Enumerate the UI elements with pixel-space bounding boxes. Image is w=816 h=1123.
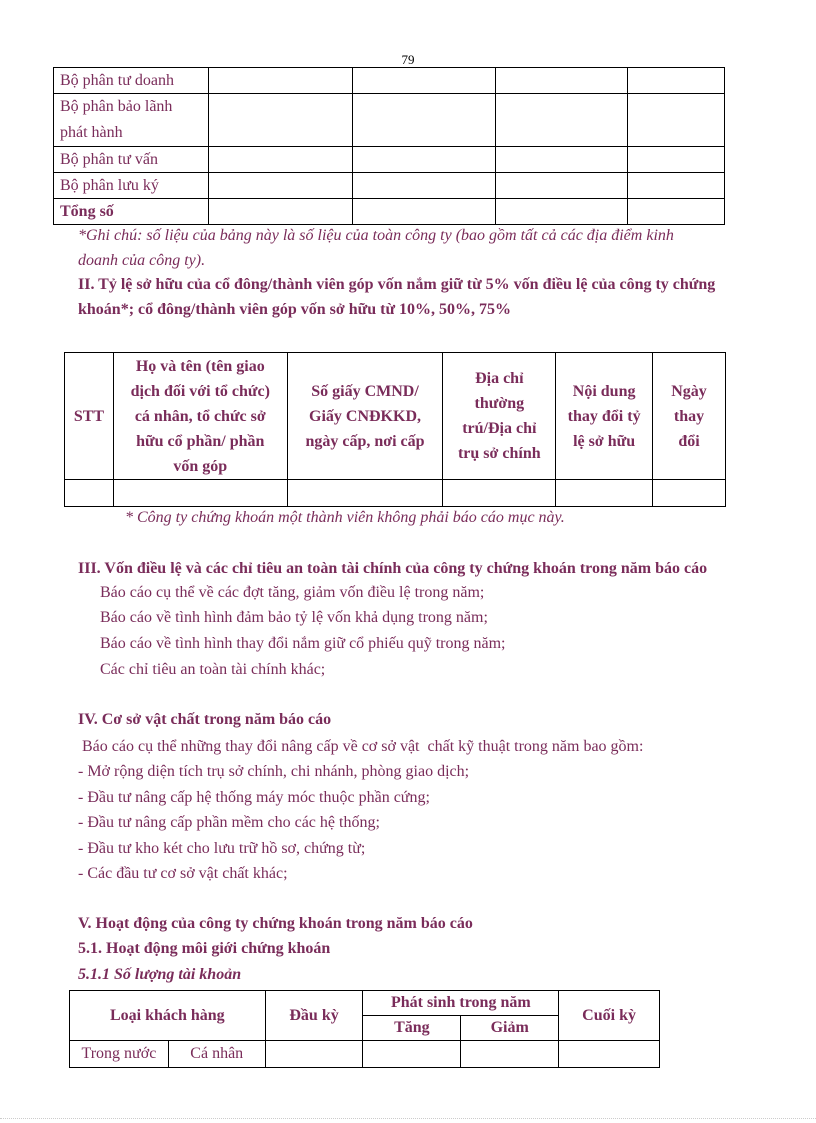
section2-heading-line2: khoán*; cổ đông/thành viên góp vốn sở hữu từ 10%, 50%, 75% (78, 301, 512, 318)
header-change-date: Ngày thay đổi (653, 353, 726, 480)
page-number: 79 (401, 52, 415, 67)
section3-item: Báo cáo về tình hình đảm bảo tỷ lệ vốn khả dụng trong năm; (100, 609, 488, 626)
row-label-advisory: Bộ phân tư vấn (54, 147, 209, 173)
shareholder-table (64, 352, 726, 507)
section4-item: - Mở rộng diện tích trụ sở chính, chi nhánh, phòng giao dịch; (78, 763, 470, 780)
note-table1-line2: doanh của công ty). (78, 252, 206, 269)
note-single-member: * Công ty chứng khoán một thành viên không phải báo cáo mục này. (125, 509, 565, 526)
cell-individual: Cá nhân (168, 1041, 265, 1068)
table-row (54, 94, 725, 147)
table-row (54, 68, 725, 94)
header-ending: Cuối kỳ (559, 991, 660, 1041)
header-arising: Phát sinh trong năm (363, 991, 559, 1016)
header-address: Địa chỉ thường trú/Địa chỉ trụ sở chính (443, 353, 556, 480)
section2-heading-line1: II. Tỷ lệ sở hữu của cổ đông/thành viên góp vốn nắm giữ từ 5% vốn điều lệ của công ty chứng (78, 276, 716, 293)
header-increase: Tăng (363, 1016, 461, 1041)
header-customer-type: Loại khách hàng (70, 991, 266, 1041)
section4-item: - Đầu tư kho két cho lưu trữ hồ sơ, chứng từ; (78, 840, 366, 857)
accounts-table (69, 990, 660, 1068)
cell-domestic: Trong nước (70, 1041, 169, 1068)
header-stt: STT (65, 353, 114, 480)
header-decrease: Giảm (461, 1016, 559, 1041)
page-bottom-border (0, 1118, 816, 1119)
section3-heading: III. Vốn điều lệ và các chỉ tiêu an toàn tài chính của công ty chứng khoán trong năm báo cáo (78, 560, 708, 577)
row-label-trading: Bộ phân tư doanh (54, 68, 209, 94)
header-name: Họ và tên (tên giao dịch đối với tổ chức) cá nhân, tổ chức sở hữu cổ phần/ phần vốn góp (113, 353, 287, 480)
staff-table (53, 67, 725, 225)
section5-heading: V. Hoạt động của công ty chứng khoán trong năm báo cáo (78, 915, 473, 932)
section4-item: - Các đầu tư cơ sở vật chất khác; (78, 865, 288, 882)
section3-item: Các chỉ tiêu an toàn tài chính khác; (100, 661, 326, 678)
row-label-custody: Bộ phân lưu ký (54, 173, 209, 199)
note-table1-line1: *Ghi chú: số liệu của bảng này là số liệu của toàn công ty (bao gồm tất cả các địa điểm kinh (78, 227, 674, 244)
section5-1-heading: 5.1. Hoạt động môi giới chứng khoán (78, 940, 331, 957)
header-beginning: Đầu kỳ (265, 991, 363, 1041)
table-row (54, 173, 725, 199)
section4-item: - Đầu tư nâng cấp hệ thống máy móc thuộc phần cứng; (78, 789, 430, 806)
table-header-row (65, 353, 726, 480)
table-row (54, 147, 725, 173)
row-label-underwriting: Bộ phân bảo lãnh phát hành (54, 94, 209, 147)
table-row (54, 199, 725, 225)
section3-item: Báo cáo cụ thể về các đợt tăng, giảm vốn điều lệ trong năm; (100, 584, 485, 601)
table-row (70, 1041, 660, 1068)
header-id-number: Số giấy CMND/ Giấy CNĐKKD, ngày cấp, nơi cấp (287, 353, 443, 480)
table-header-row (70, 991, 660, 1016)
row-label-total: Tổng số (54, 199, 209, 225)
section4-item: - Đầu tư nâng cấp phần mềm cho các hệ thống; (78, 814, 380, 831)
section3-item: Báo cáo về tình hình thay đổi nắm giữ cổ phiếu quỹ trong năm; (100, 635, 506, 652)
section4-heading: IV. Cơ sở vật chất trong năm báo cáo (78, 711, 332, 728)
header-change-content: Nội dung thay đổi tỷ lệ sở hữu (556, 353, 653, 480)
section5-1-1-heading: 5.1.1 Số lượng tài khoản (78, 966, 242, 983)
section4-intro: Báo cáo cụ thể những thay đổi nâng cấp về cơ sở vật chất kỹ thuật trong năm bao gồm: (78, 738, 644, 755)
table-row (65, 480, 726, 507)
